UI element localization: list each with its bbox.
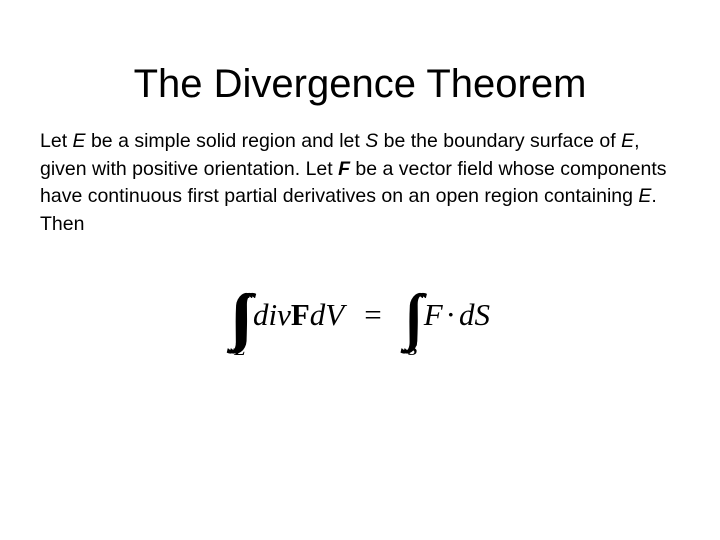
differential-dS: dS bbox=[458, 297, 490, 332]
symbol-E-3: E bbox=[638, 185, 652, 207]
text-vector-field: be a vector field whose components have continuous first partial derivatives on an open region containing bbox=[40, 157, 667, 207]
text-then: . Then bbox=[40, 185, 657, 235]
div-operator: div bbox=[252, 297, 291, 332]
symbol-F: F bbox=[338, 157, 351, 180]
text-let: Let bbox=[40, 130, 73, 152]
divergence-theorem-equation bbox=[0, 283, 720, 359]
triple-integral-group bbox=[230, 283, 247, 359]
theorem-paragraph bbox=[40, 128, 670, 238]
page-title: The Divergence Theorem bbox=[133, 61, 587, 106]
vector-field-F: F bbox=[290, 297, 310, 332]
text-simple-solid-region: be a simple solid region and let bbox=[85, 130, 366, 152]
right-integrand bbox=[414, 297, 490, 337]
text-positive-orientation: , given with positive orientation. Let bbox=[40, 130, 640, 180]
double-integral-sign: ∫∫ bbox=[403, 283, 410, 351]
differential-dV: dV bbox=[309, 297, 345, 332]
double-integral-group bbox=[403, 283, 418, 359]
equation-inner bbox=[230, 283, 490, 359]
field-F: F bbox=[423, 297, 443, 332]
dot-product-symbol: · bbox=[445, 297, 456, 332]
symbol-S: S bbox=[365, 130, 379, 152]
equals-sign: = bbox=[364, 297, 382, 332]
left-integrand bbox=[243, 297, 344, 337]
triple-integral-sign: ∫∫∫ bbox=[230, 283, 239, 351]
text-boundary-surface-of: be the boundary surface of bbox=[378, 130, 622, 152]
integral-limit-E: E bbox=[234, 339, 247, 359]
symbol-E-1: E bbox=[72, 130, 86, 152]
theorem-statement bbox=[40, 128, 670, 238]
integral-limit-S: S bbox=[407, 339, 418, 359]
symbol-E-2: E bbox=[621, 130, 635, 152]
